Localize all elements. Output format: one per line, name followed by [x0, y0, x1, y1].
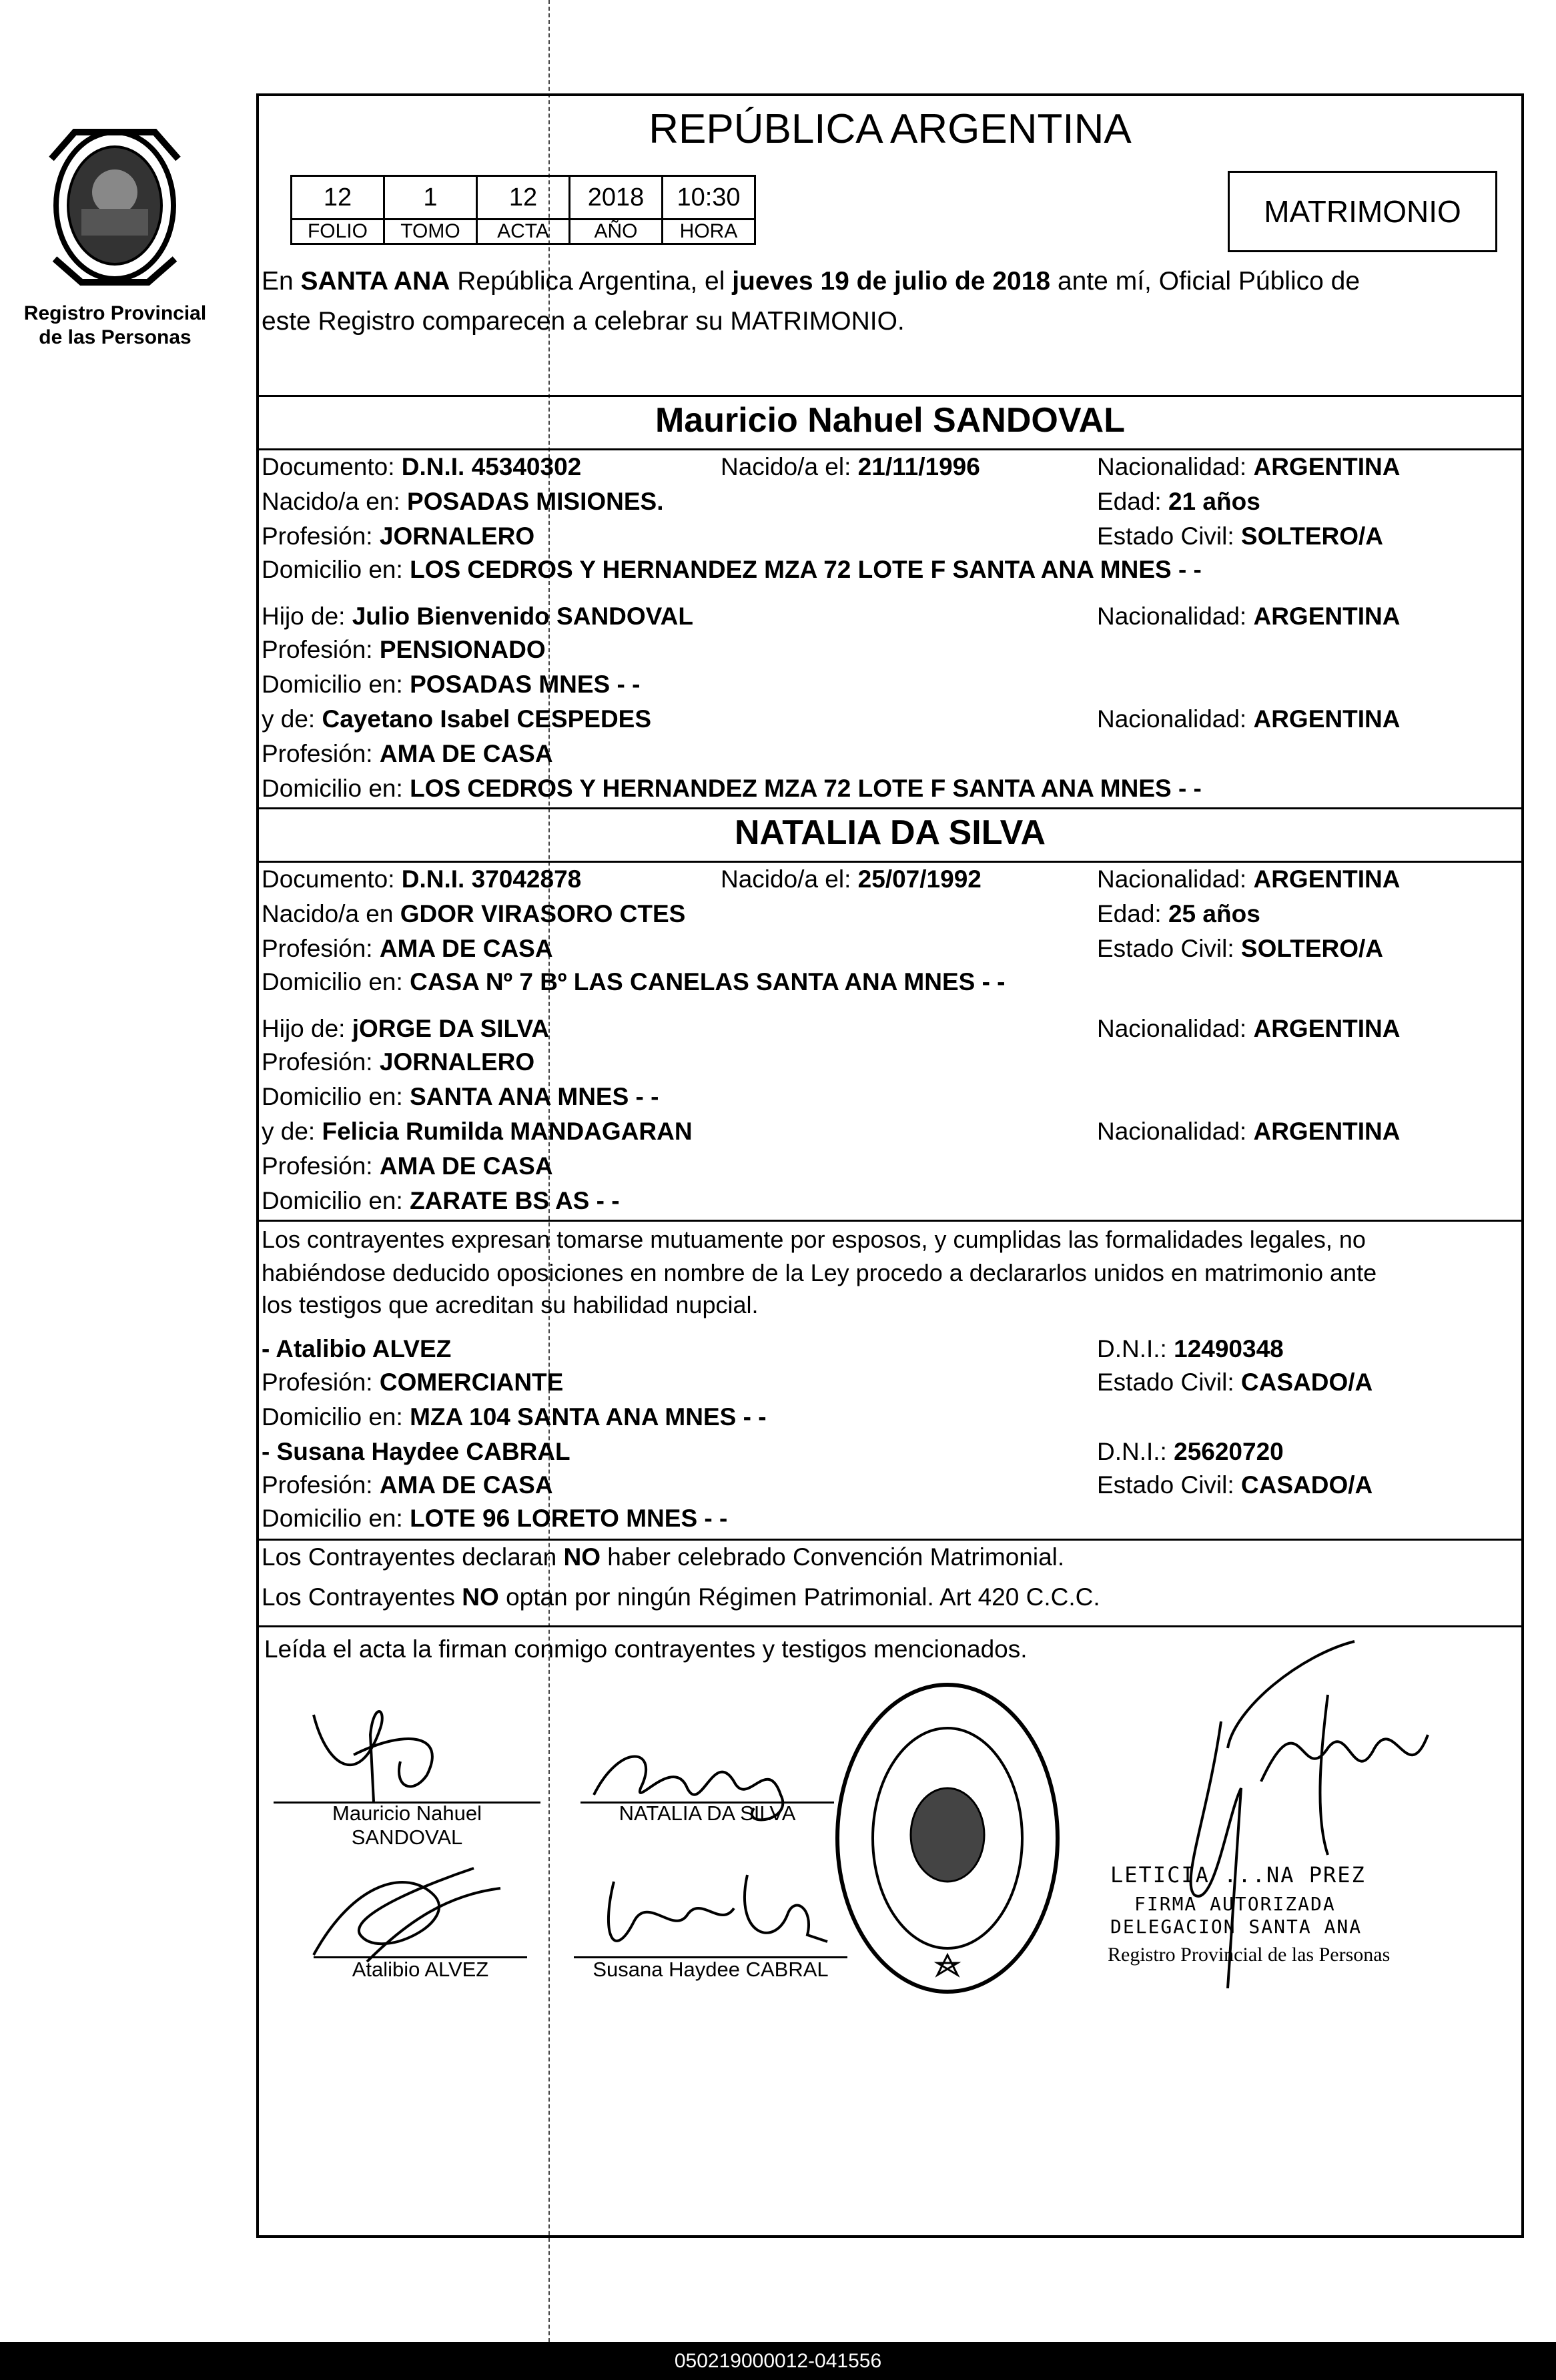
official-registry: Registro Provincial de las Personas: [1108, 1944, 1391, 1966]
witness-1-dni: D.N.I.: 12490348: [1097, 1335, 1284, 1362]
official-delegation: DELEGACION SANTA ANA: [1110, 1916, 1363, 1938]
acta-label: ACTA: [477, 220, 570, 244]
groom-father-profession: Profesión: PENSIONADO: [262, 636, 546, 663]
groom-mother: y de: Cayetano Isabel CESPEDES: [262, 705, 652, 733]
official-name: LETICIA ...NA PREZ: [1110, 1862, 1366, 1888]
groom-name: Mauricio Nahuel SANDOVAL: [655, 401, 1125, 440]
witness-2-profession: Profesión: AMA DE CASA: [262, 1471, 553, 1499]
declaration-line-1: Los contrayentes expresan tomarse mutuamente por esposos, y cumplidas las formalidades legales, no: [262, 1226, 1366, 1253]
divider: [256, 1539, 1524, 1541]
bride-civil-status: Estado Civil: SOLTERO/A: [1097, 935, 1384, 962]
intro-line-1: En SANTA ANA República Argentina, el jueves 19 de julio de 2018 ante mí, Oficial Público de: [262, 267, 1360, 296]
bride-birthplace: Nacido/a en GDOR VIRASORO CTES: [262, 900, 686, 927]
bride-signature-name: NATALIA DA SILVA: [619, 1802, 796, 1825]
folio-label: FOLIO: [292, 220, 384, 244]
convention-line-1: Los Contrayentes declaran NO haber celebrado Convención Matrimonial.: [262, 1543, 1065, 1571]
groom-mother-address: Domicilio en: LOS CEDROS Y HERNANDEZ MZA 72 LOTE F SANTA ANA MNES - -: [262, 775, 1202, 802]
groom-civil-status: Estado Civil: SOLTERO/A: [1097, 522, 1384, 550]
groom-age: Edad: 21 años: [1097, 488, 1260, 515]
bride-father-nationality: Nacionalidad: ARGENTINA: [1097, 1015, 1401, 1042]
anio-label: AÑO: [570, 220, 663, 244]
witness-1-address: Domicilio en: MZA 104 SANTA ANA MNES - -: [262, 1403, 767, 1431]
bride-mother-profession: Profesión: AMA DE CASA: [262, 1152, 553, 1180]
witness-1-signature-name: Atalibio ALVEZ: [352, 1958, 489, 1981]
registry-stamp: [827, 1675, 1068, 2002]
groom-nationality: Nacionalidad: ARGENTINA: [1097, 453, 1401, 480]
official-authorized-label: FIRMA AUTORIZADA: [1134, 1893, 1336, 1915]
acta-value: 12: [477, 176, 570, 220]
groom-mother-nationality: Nacionalidad: ARGENTINA: [1097, 705, 1401, 733]
groom-signature-name-line-2: SANDOVAL: [351, 1826, 463, 1849]
anio-value: 2018: [570, 176, 663, 220]
witness-2-signature: [574, 1855, 854, 1968]
closing-statement: Leída el acta la firman conmigo contrayentes y testigos mencionados.: [264, 1635, 1028, 1663]
hora-value: 10:30: [663, 176, 755, 220]
tomo-value: 1: [384, 176, 477, 220]
bride-father: Hijo de: jORGE DA SILVA: [262, 1015, 550, 1042]
bride-nationality: Nacionalidad: ARGENTINA: [1097, 865, 1401, 893]
tomo-label: TOMO: [384, 220, 477, 244]
logo-caption-line1: Registro Provincial: [23, 302, 207, 324]
groom-mother-profession: Profesión: AMA DE CASA: [262, 740, 553, 767]
bride-profession: Profesión: AMA DE CASA: [262, 935, 553, 962]
page-title: REPÚBLICA ARGENTINA: [649, 106, 1132, 152]
groom-signature: [274, 1688, 540, 1808]
witness-2-civil-status: Estado Civil: CASADO/A: [1097, 1471, 1373, 1499]
convention-line-2: Los Contrayentes NO optan por ningún Régimen Patrimonial. Art 420 C.C.C.: [262, 1583, 1100, 1611]
witness-2-signature-name: Susana Haydee CABRAL: [593, 1958, 829, 1981]
witness-1-signature: [300, 1855, 527, 1968]
bride-father-profession: Profesión: JORNALERO: [262, 1048, 535, 1076]
bride-address: Domicilio en: CASA Nº 7 Bº LAS CANELAS SANTA ANA MNES - -: [262, 968, 1006, 996]
record-header-table: [290, 175, 756, 245]
bride-father-address: Domicilio en: SANTA ANA MNES - -: [262, 1083, 659, 1110]
groom-signature-name-line-1: Mauricio Nahuel: [332, 1802, 482, 1825]
divider: [256, 448, 1524, 450]
divider: [256, 1220, 1524, 1222]
bride-mother-address: Domicilio en: ZARATE BS AS - -: [262, 1187, 620, 1214]
bride-mother-nationality: Nacionalidad: ARGENTINA: [1097, 1118, 1401, 1145]
groom-birthplace: Nacido/a en: POSADAS MISIONES.: [262, 488, 664, 515]
witness-2-name: - Susana Haydee CABRAL: [262, 1438, 570, 1465]
footer-code: 050219000012-041556: [0, 2342, 1556, 2380]
witness-1-name: - Atalibio ALVEZ: [262, 1335, 452, 1362]
bride-name: NATALIA DA SILVA: [734, 813, 1046, 852]
groom-profession: Profesión: JORNALERO: [262, 522, 535, 550]
divider: [256, 395, 1524, 397]
record-type-box: MATRIMONIO: [1228, 171, 1497, 252]
hora-label: HORA: [663, 220, 755, 244]
witness-2-address: Domicilio en: LOTE 96 LORETO MNES - -: [262, 1505, 728, 1532]
groom-father-nationality: Nacionalidad: ARGENTINA: [1097, 603, 1401, 630]
groom-document: Documento: D.N.I. 45340302: [262, 453, 582, 480]
bride-birth-date: Nacido/a el: 25/07/1992: [721, 865, 982, 893]
logo-caption-line2: de las Personas: [39, 326, 191, 348]
groom-father-address: Domicilio en: POSADAS MNES - -: [262, 671, 641, 698]
groom-birth-date: Nacido/a el: 21/11/1996: [721, 453, 980, 480]
groom-father: Hijo de: Julio Bienvenido SANDOVAL: [262, 603, 693, 630]
divider: [256, 807, 1524, 809]
witness-1-profession: Profesión: COMERCIANTE: [262, 1368, 564, 1396]
witness-1-civil-status: Estado Civil: CASADO/A: [1097, 1368, 1373, 1396]
intro-line-2: este Registro comparecen a celebrar su MATRIMONIO.: [262, 307, 905, 336]
declaration-line-2: habiéndose deducido oposiciones en nombre de la Ley procedo a declararlos unidos en matrimonio ante: [262, 1259, 1377, 1286]
bride-document: Documento: D.N.I. 37042878: [262, 865, 582, 893]
folio-value: 12: [292, 176, 384, 220]
declaration-line-3: los testigos que acreditan su habilidad nupcial.: [262, 1291, 759, 1318]
divider: [256, 861, 1524, 863]
bride-mother: y de: Felicia Rumilda MANDAGARAN: [262, 1118, 693, 1145]
misiones-seal-logo: [35, 119, 195, 292]
groom-address: Domicilio en: LOS CEDROS Y HERNANDEZ MZA 72 LOTE F SANTA ANA MNES - -: [262, 556, 1202, 583]
witness-2-dni: D.N.I.: 25620720: [1097, 1438, 1284, 1465]
bride-age: Edad: 25 años: [1097, 900, 1260, 927]
